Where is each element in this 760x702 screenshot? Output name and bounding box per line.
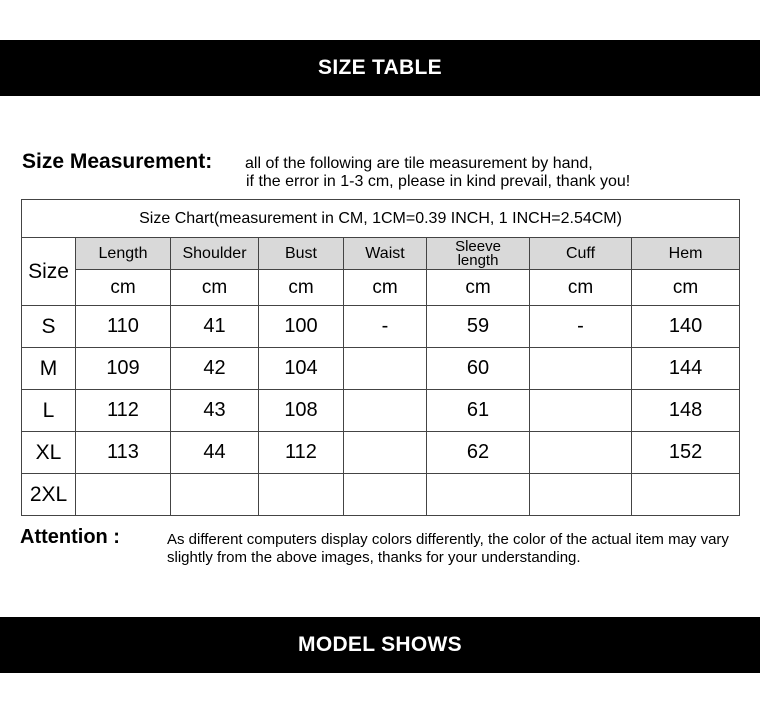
table-cell: 60 xyxy=(427,348,530,390)
size-cell: L xyxy=(22,390,76,432)
table-cell xyxy=(530,348,632,390)
table-cell: 41 xyxy=(171,306,259,348)
model-shows-banner xyxy=(0,617,760,673)
size-cell: 2XL xyxy=(22,474,76,516)
table-cell: - xyxy=(530,306,632,348)
table-cell: 148 xyxy=(632,390,740,432)
table-cell: 112 xyxy=(76,390,171,432)
table-cell: 44 xyxy=(171,432,259,474)
size-table-title: SIZE TABLE xyxy=(318,56,442,79)
size-chart-table xyxy=(21,199,740,516)
table-cell: 113 xyxy=(76,432,171,474)
unit-cell: cm xyxy=(259,270,344,306)
table-cell: - xyxy=(344,306,427,348)
size-cell: S xyxy=(22,306,76,348)
table-header-row xyxy=(22,238,740,270)
table-units-row xyxy=(22,270,740,306)
table-cell xyxy=(632,474,740,516)
column-header-shoulder: Shoulder xyxy=(171,238,259,270)
attention-text: As different computers display colors differently, the color of the actual item may vary slightly from the above images, thanks for your understanding. xyxy=(167,531,729,566)
table-cell xyxy=(259,474,344,516)
size-column-header: Size xyxy=(22,238,76,306)
table-cell: 42 xyxy=(171,348,259,390)
table-cell xyxy=(344,348,427,390)
table-cell: 110 xyxy=(76,306,171,348)
unit-cell: cm xyxy=(530,270,632,306)
table-cell xyxy=(344,432,427,474)
table-cell: 104 xyxy=(259,348,344,390)
table-cell xyxy=(530,474,632,516)
table-cell xyxy=(344,474,427,516)
measurement-note-line-2: if the error in 1-3 cm, please in kind prevail, thank you! xyxy=(246,173,631,190)
table-row-m xyxy=(22,348,740,390)
table-cell xyxy=(76,474,171,516)
table-cell: 43 xyxy=(171,390,259,432)
table-row-l xyxy=(22,390,740,432)
table-cell: 140 xyxy=(632,306,740,348)
table-cell: 100 xyxy=(259,306,344,348)
measurement-note-line-1: all of the following are tile measurement by hand, xyxy=(245,155,593,172)
column-header-sleeve-length xyxy=(427,238,530,270)
unit-cell: cm xyxy=(427,270,530,306)
size-measurement-note xyxy=(245,155,630,191)
column-header-hem: Hem xyxy=(632,238,740,270)
table-cell: 62 xyxy=(427,432,530,474)
table-cell: 109 xyxy=(76,348,171,390)
model-shows-title: MODEL SHOWS xyxy=(298,633,462,656)
column-header-bust: Bust xyxy=(259,238,344,270)
table-cell: 108 xyxy=(259,390,344,432)
column-header-length: Length xyxy=(76,238,171,270)
unit-cell: cm xyxy=(171,270,259,306)
table-cell xyxy=(530,390,632,432)
size-table-banner xyxy=(0,40,760,96)
unit-cell: cm xyxy=(76,270,171,306)
table-cell: 59 xyxy=(427,306,530,348)
table-row-2xl xyxy=(22,474,740,516)
table-caption-row xyxy=(22,200,740,238)
size-cell: XL xyxy=(22,432,76,474)
column-header-cuff: Cuff xyxy=(530,238,632,270)
unit-cell: cm xyxy=(632,270,740,306)
sleeve-header-line-2: length xyxy=(457,251,499,269)
table-cell xyxy=(427,474,530,516)
table-cell: 112 xyxy=(259,432,344,474)
table-row-xl xyxy=(22,432,740,474)
table-cell xyxy=(344,390,427,432)
table-row-s xyxy=(22,306,740,348)
table-cell: 61 xyxy=(427,390,530,432)
table-cell: 144 xyxy=(632,348,740,390)
size-cell: M xyxy=(22,348,76,390)
size-chart-caption: Size Chart(measurement in CM, 1CM=0.39 INCH, 1 INCH=2.54CM) xyxy=(22,200,740,238)
size-measurement-label: Size Measurement: xyxy=(22,150,213,173)
table-cell xyxy=(171,474,259,516)
table-cell: 152 xyxy=(632,432,740,474)
attention-label: Attention : xyxy=(20,526,120,548)
column-header-waist: Waist xyxy=(344,238,427,270)
unit-cell: cm xyxy=(344,270,427,306)
table-cell xyxy=(530,432,632,474)
sleeve-header-line-1: Sleeve xyxy=(455,237,501,255)
